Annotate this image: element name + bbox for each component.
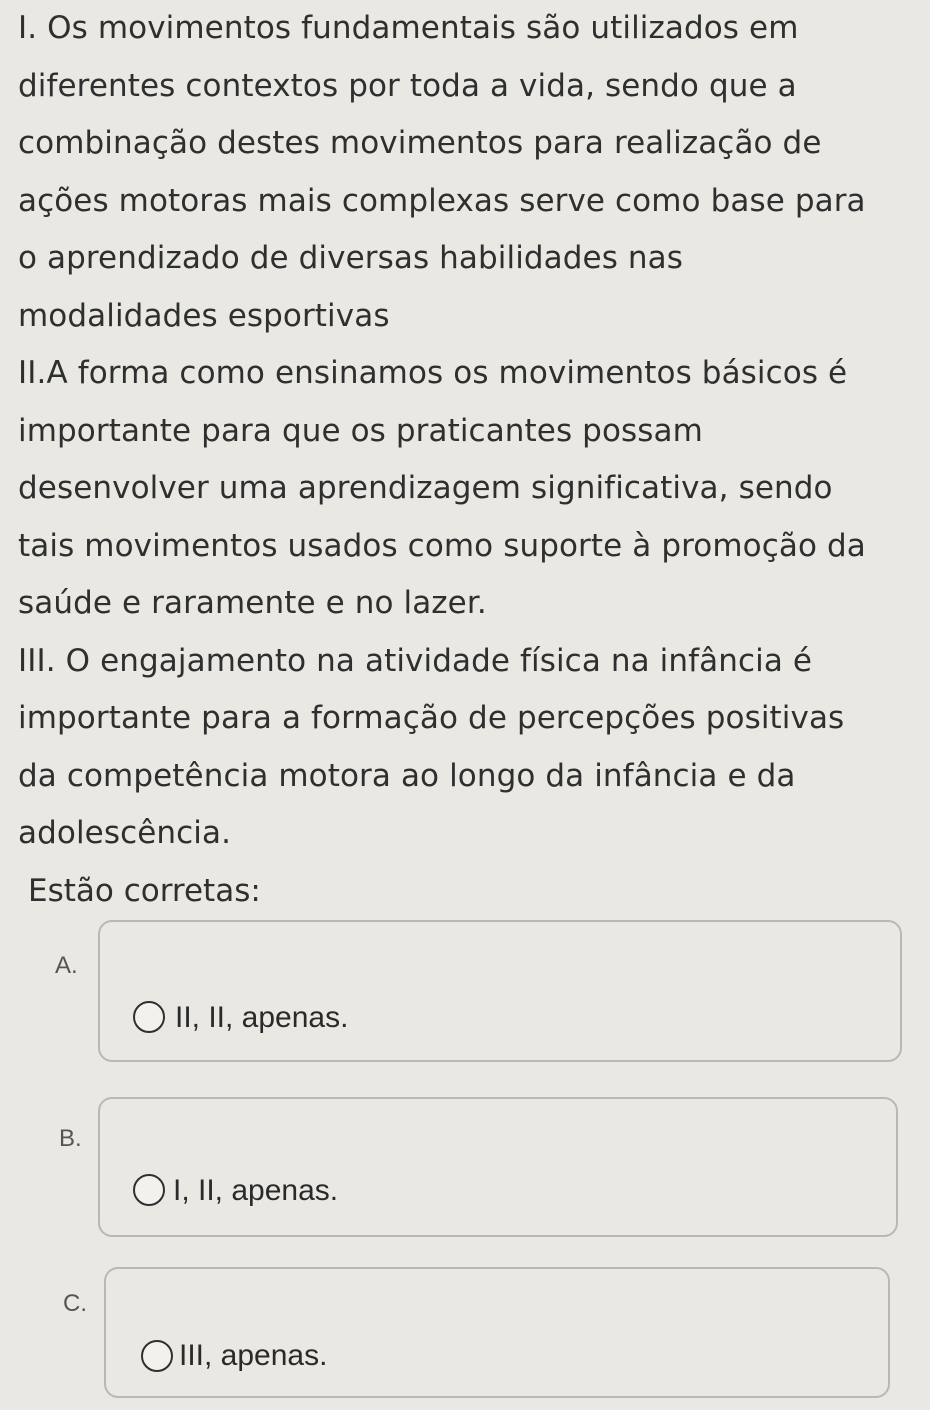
statement-line: modalidades esportivas — [18, 297, 390, 334]
question-prompt: Estão corretas: — [28, 872, 261, 909]
statement-line: importante para que os praticantes possam — [18, 412, 703, 449]
option-c[interactable] — [0, 1262, 930, 1402]
radio-button[interactable] — [133, 1174, 165, 1206]
option-letter: B. — [59, 1125, 82, 1152]
option-label: II, II, apenas. — [175, 1001, 349, 1034]
statement-line: tais movimentos usados como suporte à promoção da — [18, 527, 866, 564]
option-box[interactable] — [98, 1097, 898, 1237]
statement-line: I. Os movimentos fundamentais são utilizados em — [18, 10, 799, 46]
statement-line: III. O engajamento na atividade física na infância é — [18, 642, 813, 679]
statement-line: da competência motora ao longo da infância e da — [18, 757, 796, 794]
statement-line: II.A forma como ensinamos os movimentos básicos é — [18, 355, 848, 391]
statement-line: desenvolver uma aprendizagem significativa, sendo — [18, 470, 833, 506]
option-letter: C. — [63, 1290, 87, 1317]
option-label: I, II, apenas. — [173, 1174, 339, 1207]
statement-line: combinação destes movimentos para realização de — [18, 125, 822, 161]
option-box[interactable] — [104, 1267, 890, 1398]
question-text — [18, 0, 918, 920]
statement-line: diferentes contextos por toda a vida, sendo que a — [18, 67, 797, 104]
option-box[interactable] — [98, 920, 902, 1062]
radio-button[interactable] — [133, 1001, 165, 1033]
statement-line: saúde e raramente e no lazer. — [18, 585, 487, 621]
option-letter: A. — [55, 952, 78, 979]
option-label: III, apenas. — [179, 1339, 328, 1372]
option-b[interactable] — [0, 1092, 930, 1237]
statement-line: o aprendizado de diversas habilidades nas — [18, 240, 684, 276]
statement-line: adolescência. — [18, 815, 232, 851]
radio-button[interactable] — [141, 1340, 173, 1372]
option-a[interactable] — [0, 915, 930, 1065]
statement-line: importante para a formação de percepções positivas — [18, 700, 845, 736]
statement-line: ações motoras mais complexas serve como base para — [18, 182, 866, 219]
